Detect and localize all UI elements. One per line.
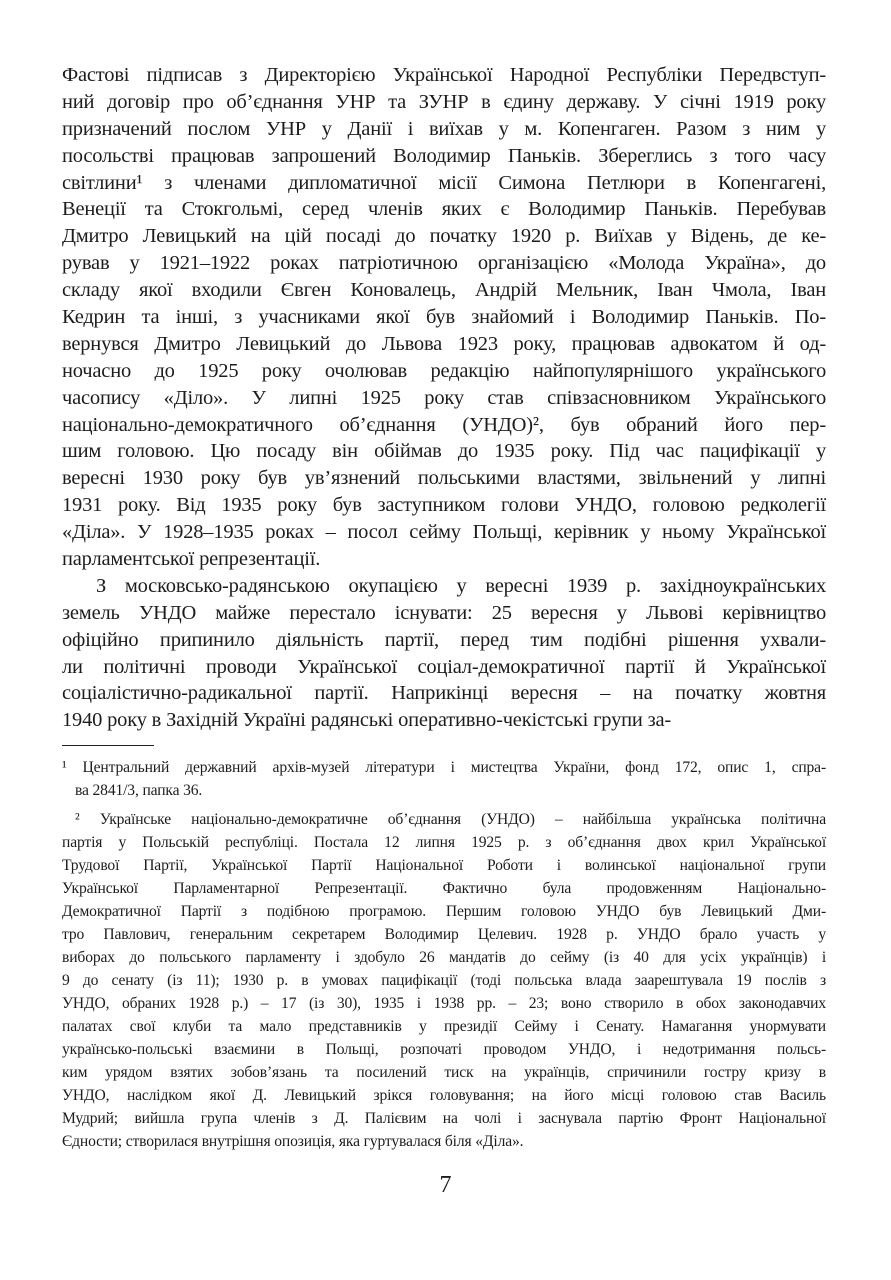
text-line: ли політичні проводи Української соціал-демократичної партії й Української <box>62 655 826 678</box>
footnote-line: 9 до сенату (із 11); 1930 р. в умовах пацифікації (тоді польська влада заарештувала 19 послів з <box>62 972 826 989</box>
text-line: З московсько-радянською окупацією у вересні 1939 р. західноукраїнських <box>96 574 826 597</box>
text-line: парламентської репрезентації. <box>62 548 321 571</box>
text-line: Дмитро Левицький на цій посаді до початку 1920 р. Виїхав у Відень, де ке- <box>62 225 826 248</box>
text-line: складу якої входили Євген Коновалець, Андрій Мельник, Іван Чмола, Іван <box>62 279 826 302</box>
footnote-line: ¹ Центральний державний архів-музей літератури і мистецтва України, фонд 172, опис 1, спра- <box>62 759 826 776</box>
footnote-line: виборах до польського парламенту і здобуло 26 мандатів до сейму (із 40 для усіх українців) і <box>62 949 826 966</box>
footnote-line: Демократичної Партії з подібною програмою. Першим головою УНДО був Левицький Дми- <box>62 903 826 920</box>
text-line: Венеції та Стокгольмі, серед членів яких є Володимир Паньків. Перебував <box>62 198 826 221</box>
main-text <box>62 62 826 734</box>
text-line: посольстві працював запрошений Володимир Паньків. Збереглись з того часу <box>62 144 826 167</box>
footnote-line: УНДО, обраних 1928 р.) – 17 (із 30), 1935 і 1938 рр. – 23; воно створило в обох законодавчих <box>62 995 826 1012</box>
footnote-line: партія у Польській республіці. Постала 12 липня 1925 р. з об’єднання двох крил Української <box>62 834 826 851</box>
text-line: Кедрин та інші, з учасниками якої був знайомий і Володимир Паньків. По- <box>62 306 826 329</box>
footnote-line: ² Українське національно-демократичне об’єднання (УНДО) – найбільша українська політична <box>75 811 826 828</box>
text-line: земель УНДО майже перестало існувати: 25 вересня у Львові керівництво <box>62 601 826 624</box>
text-line: ночасно до 1925 року очолював редакцію найпопулярнішого українського <box>62 359 826 382</box>
footnote-separator <box>62 745 154 746</box>
footnote-line: ва 2841/3, папка 36. <box>75 782 203 799</box>
paragraph-2 <box>62 573 826 734</box>
footnote-line: УНДО, наслідком якої Д. Левицький зрікся головування; на його місці головою став Василь <box>62 1087 826 1104</box>
text-line: 1931 року. Від 1935 року був заступником голови УНДО, головою редколегії <box>62 494 826 517</box>
text-line: світлини¹ з членами дипломатичної місії Симона Петлюри в Копенгагені, <box>62 171 826 194</box>
text-line: рував у 1921–1922 роках патріотичною організацією «Молода Україна», до <box>62 252 826 275</box>
text-line: часопису «Діло». У липні 1925 року став співзасновником Українського <box>62 386 826 409</box>
footnote-line: Єдности; створилася внутрішня опозиція, яка гуртувалася біля «Діла». <box>62 1133 524 1150</box>
paragraph-1 <box>62 62 826 573</box>
text-line: Фастові підписав з Директорією Української Народної Республіки Передвступ- <box>62 64 826 86</box>
footnote-line: Трудової Партії, Української Партії Національної Роботи і волинської національної групи <box>62 857 826 874</box>
footnote-line: ким урядом взятих зобов’язань та посилений тиск на українців, спричинили гостру кризу в <box>62 1064 826 1081</box>
footnote-1 <box>62 756 826 802</box>
text-line: «Діла». У 1928–1935 роках – посол сейму Польщі, керівник у ньому Української <box>62 521 826 544</box>
text-line: призначений послом УНР у Данії і виїхав у м. Копенгаген. Разом з ним у <box>62 117 826 140</box>
text-line: 1940 року в Західній Україні радянські оперативно-чекістські групи за- <box>62 709 672 732</box>
footnote-2 <box>62 808 826 1153</box>
footnote-line: Мудрий; вийшла група членів з Д. Палієвим на чолі і заснувала партію Фронт Національної <box>62 1110 826 1127</box>
footnote-line: тро Павлович, генеральним секретарем Володимир Целевич. 1928 р. УНДО брало участь у <box>62 926 826 943</box>
footnote-line: Української Парламентарної Репрезентації. Фактично була продовженням Національно- <box>62 880 826 897</box>
text-line: національно-демократичного об’єднання (УНДО)², був обраний його пер- <box>62 413 826 436</box>
text-line: вересні 1930 року був ув’язнений польськими властями, звільнений у липні <box>62 467 826 490</box>
text-line: соціалістично-радикальної партії. Наприкінці вересня – на початку жовтня <box>62 682 826 705</box>
text-line: офіційно припинило діяльність партії, перед тим подібні рішення ухвали- <box>62 628 826 651</box>
footnote-line: українсько-польські взаємини в Польщі, розпочаті проводом УНДО, і недотримання польсь- <box>62 1041 826 1058</box>
page-number: 7 <box>439 1172 452 1198</box>
text-line: ний договір про об’єднання УНР та ЗУНР в єдину державу. У січні 1919 року <box>62 90 826 113</box>
footnote-line: палатах свої клуби та мало представників у президії Сейму і Сенату. Намагання унормувати <box>62 1018 826 1035</box>
text-line: шим головою. Цю посаду він обіймав до 1935 року. Під час пацифікації у <box>62 440 826 463</box>
text-line: вернувся Дмитро Левицький до Львова 1923 року, працював адвокатом й од- <box>62 332 826 355</box>
